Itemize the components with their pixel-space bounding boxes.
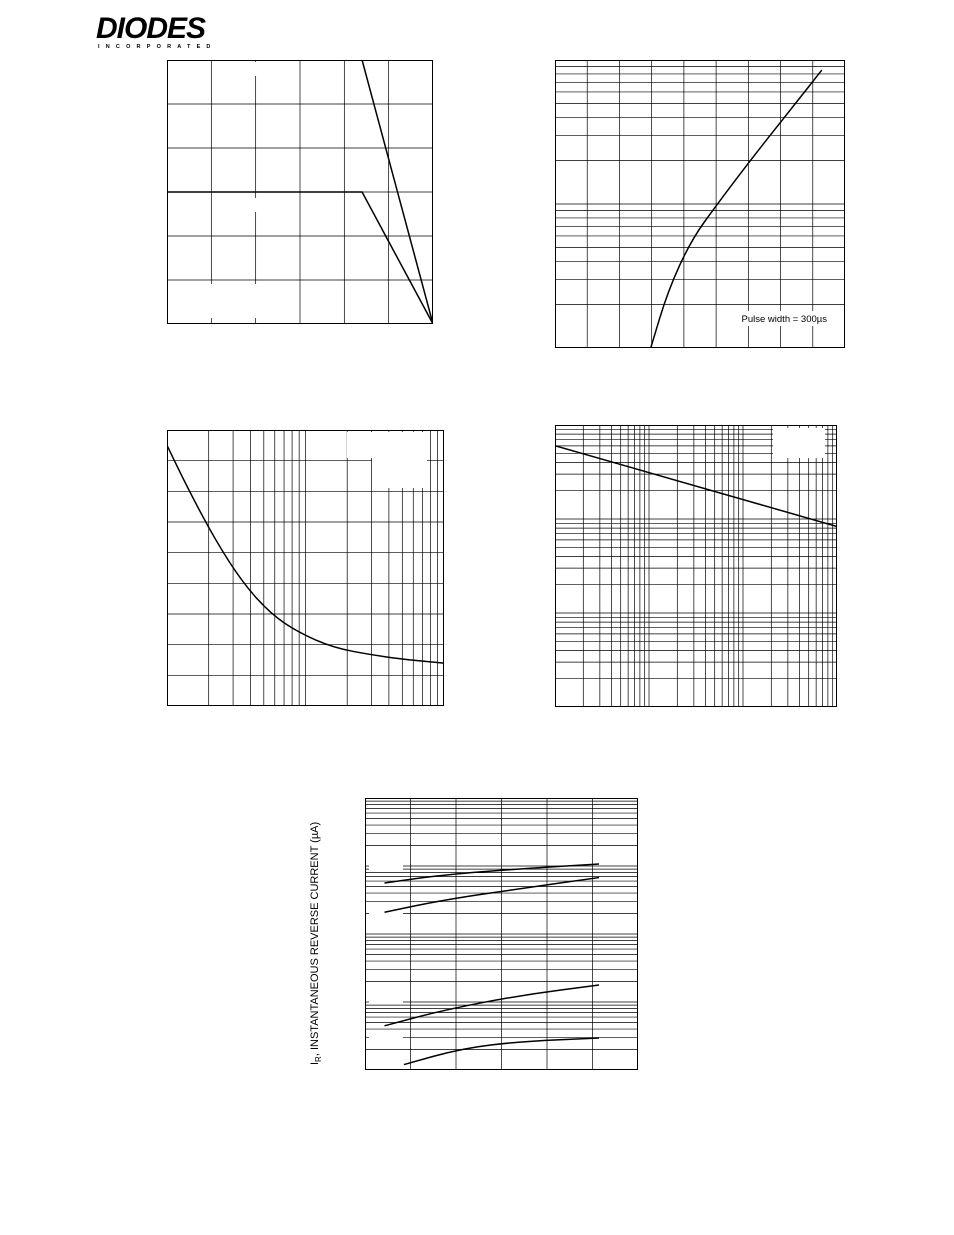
logo-wordmark: DIODES xyxy=(96,12,206,45)
reverse-ylabel-text xyxy=(309,822,323,1065)
ylabel-rest: , INSTANTANEOUS REVERSE CURRENT (µA) xyxy=(309,821,321,1057)
label-mask xyxy=(347,432,427,458)
reverse-ylabel xyxy=(300,798,330,1068)
ylabel-main: I xyxy=(309,1061,321,1065)
grid xyxy=(365,798,638,1070)
label-mask xyxy=(233,62,273,76)
label-mask xyxy=(187,284,267,318)
chart-capacitance xyxy=(167,430,444,706)
series-line-0 xyxy=(385,864,600,883)
diodes-logo xyxy=(96,12,236,52)
series-line-0 xyxy=(651,70,822,348)
label-mask xyxy=(369,994,403,1004)
label-mask xyxy=(369,906,403,916)
series-line-1 xyxy=(385,878,600,913)
label-mask xyxy=(773,428,825,458)
label-mask xyxy=(369,860,403,870)
grid xyxy=(555,425,837,707)
grid xyxy=(555,60,845,348)
label-mask xyxy=(372,458,427,488)
plot-frame xyxy=(556,426,837,707)
annotation-text: Pulse width = 300µs xyxy=(741,314,827,325)
chart-forward xyxy=(555,60,845,348)
chart-derating xyxy=(167,60,433,324)
label-mask xyxy=(369,1036,403,1046)
chart-reverse xyxy=(365,798,638,1070)
logo-subtitle: INCORPORATED xyxy=(98,44,217,50)
ylabel-sub: R xyxy=(314,1056,323,1062)
chart-transient xyxy=(555,425,837,707)
label-mask xyxy=(233,198,273,212)
